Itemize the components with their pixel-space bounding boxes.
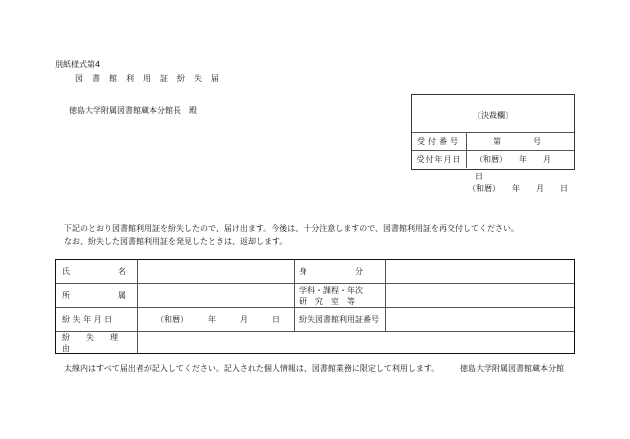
table-row-affiliation (56, 283, 574, 307)
status-label: 身 分 (295, 260, 386, 283)
form-number: 別紙様式第4 (55, 60, 101, 69)
document-title: 図書館利用証紛失届 (75, 74, 228, 83)
reception-date-value: （和暦） 年 月 日 (475, 155, 567, 181)
status-field[interactable] (386, 260, 574, 283)
name-label: 氏 名 (56, 260, 138, 283)
affiliation-field[interactable] (138, 284, 295, 307)
loss-date-label: 紛 失 年 月 日 (56, 308, 138, 331)
department-field[interactable] (386, 284, 574, 307)
table-row-loss-date (56, 307, 574, 331)
form-table (55, 259, 575, 354)
table-row-loss-reason (56, 331, 574, 353)
name-field[interactable] (138, 260, 295, 283)
loss-reason-label: 紛 失 理 由 (56, 332, 138, 353)
loss-date-field[interactable]: （和暦） 年 月 日 (138, 308, 295, 331)
table-row-name (56, 260, 574, 283)
footer-note: 太線内はすべて届出者が記入してください。記入された個人情報は、図書館業務に限定して利用します。 (64, 364, 440, 373)
department-label-line1: 学科・課程・年次 (299, 285, 363, 295)
addressee: 徳島大学附属図書館蔵本分館長 殿 (69, 106, 197, 115)
submission-date: （和暦） 年 月 日 (468, 184, 568, 193)
footer-organization: 徳島大学附属図書館蔵本分館 (460, 364, 564, 373)
approval-row-reception-number (412, 132, 574, 150)
department-label-line2: 研 究 室 等 (299, 296, 355, 306)
affiliation-label: 所 属 (56, 284, 138, 307)
lost-card-number-field[interactable] (386, 308, 574, 331)
approval-box-title: 〔決裁欄〕 (473, 111, 513, 120)
loss-reason-field[interactable] (138, 332, 574, 353)
reception-date-label: 受付年月日 (412, 151, 467, 168)
reception-number-value: 第 号 (493, 137, 541, 146)
department-label (295, 284, 386, 307)
intro-line-1: 下記のとおり図書館利用証を紛失したので、届け出ます。今後は、十分注意しますので、図書館利用証を再交付してください。 (64, 224, 520, 233)
approval-box (411, 94, 575, 181)
lost-card-number-label: 紛失図書館利用証番号 (295, 308, 386, 331)
reception-number-label: 受付番号 (412, 133, 467, 150)
approval-row-reception-date (412, 150, 574, 181)
intro-line-2: なお、紛失した図書館利用証を発見したときは、返却します。 (64, 237, 288, 246)
